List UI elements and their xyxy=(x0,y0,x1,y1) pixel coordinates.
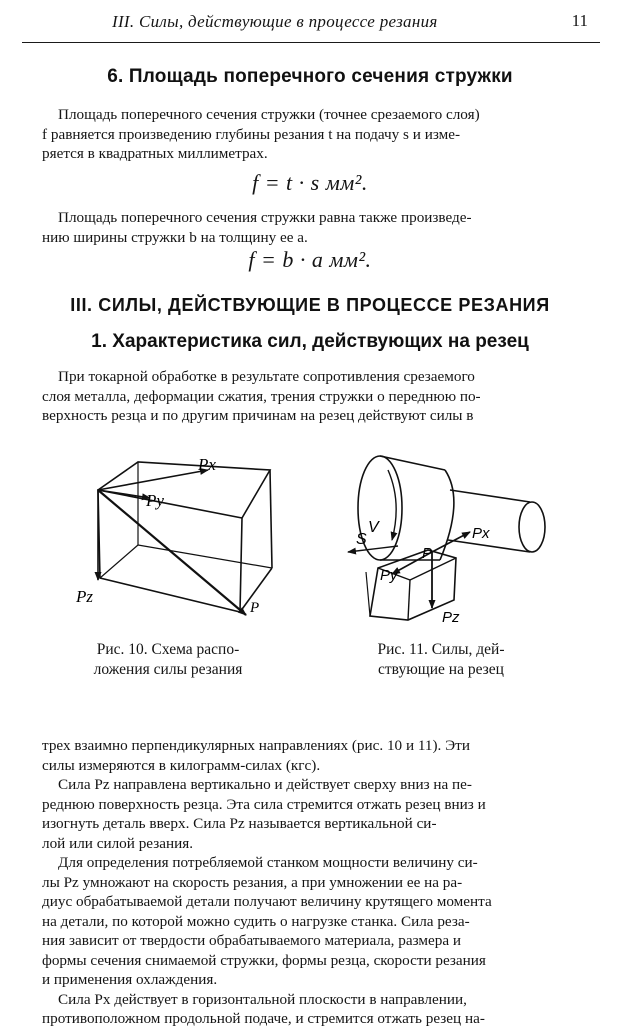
chapter-heading: III. СИЛЫ, ДЕЙСТВУЮЩИЕ В ПРОЦЕССЕ РЕЗАНИЯ xyxy=(70,295,550,315)
label-pz: Pz xyxy=(76,587,93,606)
text-line: силы измеряются в килограмм-силах (кгс). xyxy=(42,756,321,774)
caption-line: ложения силы резания xyxy=(93,661,243,678)
text-line: Для определения потребляемой станком мощности величину си- xyxy=(58,854,478,871)
figure-10-force-cube xyxy=(60,450,280,625)
label-v: V xyxy=(368,519,379,536)
text-line: лой или силой резания. xyxy=(42,834,193,852)
text-line: изогнуть деталь вверх. Сила Pz называется вертикальной си- xyxy=(42,815,437,832)
workpiece-outline xyxy=(380,456,445,470)
text-line: При токарной обработке в результате сопротивления срезаемого xyxy=(58,368,475,385)
text-line: формы сечения снимаемой стружки, формы резца, скорости резания xyxy=(42,951,486,969)
text-line: верхность резца и по другим причинам на резец действуют силы в xyxy=(42,407,474,424)
workpiece-neck xyxy=(450,490,530,502)
text-line: f равняется произведению глубины резания t на подачу s и изме- xyxy=(42,125,461,143)
text-line: ния зависит от твердости обрабатываемого материала, размера и xyxy=(42,932,462,949)
text-line: на детали, по которой можно судить о нагрузке станка. Сила реза- xyxy=(42,912,470,930)
cube-hidden-edge xyxy=(138,545,272,568)
caption-line: Рис. 11. Силы, дей- xyxy=(377,641,505,658)
section-6-paragraph-1 xyxy=(42,105,584,164)
running-title: III. Силы, действующие в процессе резания xyxy=(112,12,438,31)
text-line: реднюю поверхность резца. Эта сила стремится отжать резец вниз и xyxy=(42,795,486,813)
label-px: Px xyxy=(472,525,490,542)
figure-11-cutter-forces xyxy=(340,440,570,640)
section-6-paragraph-2 xyxy=(42,208,584,247)
caption-line: Рис. 10. Схема распо- xyxy=(96,641,240,658)
formula-area-ba: f = b · a мм². xyxy=(248,247,372,272)
continuation-text xyxy=(42,736,584,1029)
cube-back-edge xyxy=(270,470,272,568)
figure-10-caption xyxy=(58,640,278,680)
cutter-edge xyxy=(408,580,410,620)
text-line: и применения охлаждения. xyxy=(42,971,218,988)
text-line: Площадь поперечного сечения стружки (точнее срезаемого слоя) xyxy=(58,106,480,123)
label-py: Py xyxy=(146,491,164,510)
text-line: противоположном продольной подаче, и стремится отжать резец на- xyxy=(42,1010,485,1027)
cutter-edge xyxy=(410,558,456,580)
rotation-arrow xyxy=(388,470,396,540)
label-py: Py xyxy=(380,567,398,584)
section-1-heading: 1. Характеристика сил, действующих на резец xyxy=(91,331,529,352)
label-p: P xyxy=(250,600,260,616)
text-line: нию ширины стружки b на толщину ее a. xyxy=(42,228,308,246)
section-6-heading: 6. Площадь поперечного сечения стружки xyxy=(107,66,513,87)
cutter-hatch xyxy=(366,572,370,616)
intro-paragraph xyxy=(42,367,584,426)
label-pz: Pz xyxy=(442,609,460,626)
page-number: 11 xyxy=(571,11,588,30)
caption-line: ствующие на резец xyxy=(378,661,504,678)
text-line: слоя металла, деформации сжатия, трения стружки о переднюю по- xyxy=(42,387,481,405)
text-line: Сила Pz направлена вертикально и действует сверху вниз на пе- xyxy=(58,776,472,793)
formula-area-ts: f = t · s мм². xyxy=(252,170,368,195)
label-px: Px xyxy=(198,455,216,474)
text-line: трех взаимно перпендикулярных направлениях (рис. 10 и 11). Эти xyxy=(42,737,470,754)
text-line: Сила Px действует в горизонтальной плоскости в направлении, xyxy=(58,990,467,1008)
label-p: P xyxy=(422,545,433,562)
figure-11-caption xyxy=(336,640,546,680)
label-s: S xyxy=(356,531,367,548)
force-px-arrow xyxy=(98,470,208,490)
text-line: Площадь поперечного сечения стружки равна также произведе- xyxy=(58,209,472,226)
cube-top-face xyxy=(98,462,270,518)
text-line: диус обрабатываемой детали получают величину крутящего момента xyxy=(42,893,492,910)
running-header xyxy=(22,6,600,43)
workpiece-end-face xyxy=(519,502,545,552)
cube-hidden-edge xyxy=(100,545,138,578)
text-line: ряется в квадратных миллиметрах. xyxy=(42,145,268,162)
text-line: лы Pz умножают на скорость резания, а при умножении ее на ра- xyxy=(42,873,463,891)
